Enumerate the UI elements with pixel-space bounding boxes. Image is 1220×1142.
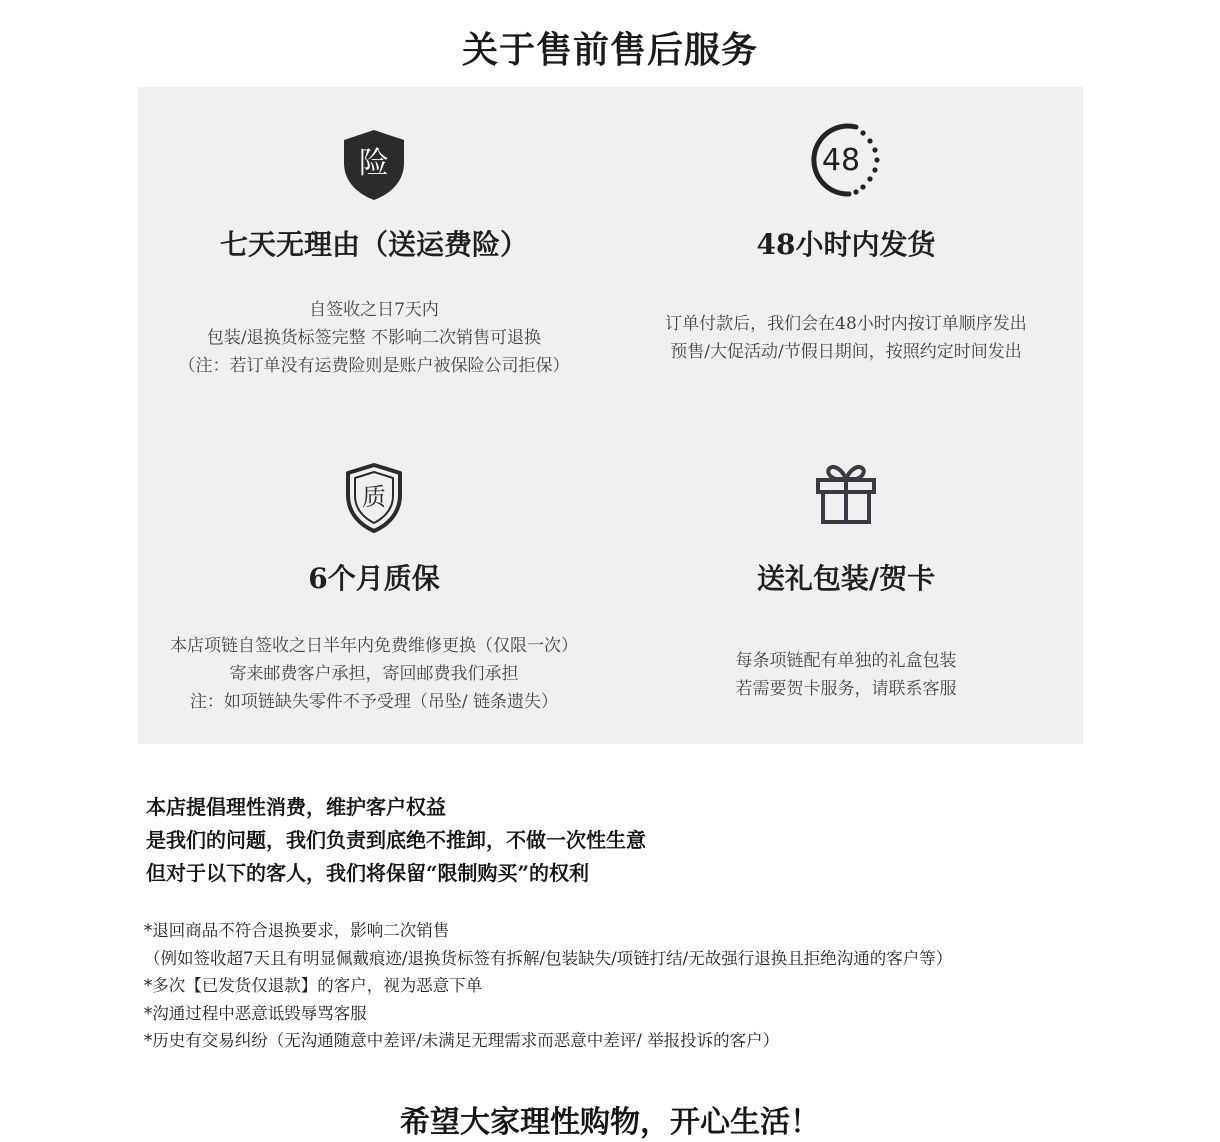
card-line: 预售/大促活动/节假日期间，按照约定时间发出 [670,342,1022,362]
48-hour-clock-icon [803,117,889,203]
gift-box-icon [814,461,878,527]
insurance-shield-icon [338,127,410,203]
card-title: 送礼包装/贺卡 [756,562,936,595]
card-description [610,310,1082,366]
service-card-warranty [138,417,610,744]
page-title: 关于售前售后服务 [461,29,758,71]
card-line: 每条项链配有单独的礼盒包装 [735,651,957,671]
policy-line: 但对于以下的客人，我们将保留“限制购买”的权利 [146,861,590,885]
card-line: 若需要贺卡服务，请联系客服 [735,679,957,699]
rule-line: （例如签收超7天且有明显佩戴痕迹/退换货标签有拆解/包装缺失/项链打结/无故强行退换且拒绝沟通的客户等） [144,948,953,968]
rule-line: *多次【已发货仅退款】的客户，视为恶意下单 [144,976,483,995]
card-title: 七天无理由（送运费险） [219,228,528,261]
closing-message: 希望大家理性购物，开心生活！ [400,1105,820,1140]
card-title: 48小时内发货 [756,228,936,261]
service-card-gift-wrap [610,417,1082,744]
insurance-icon-glyph: 险 [359,146,389,181]
card-description [138,632,610,716]
restriction-rules [144,917,952,1055]
service-card-48h-shipping [610,87,1082,417]
card-description [138,296,610,380]
card-line: 自签收之日7天内 [309,300,439,320]
clock-icon-glyph: 48 [821,143,861,178]
card-title: 6个月质保 [308,562,440,595]
card-line: 寄来邮费客户承担，寄回邮费我们承担 [229,664,519,684]
rule-line: *历史有交易纠纷（无沟通随意中差评/未满足无理需求而恶意中差评/ 举报投诉的客户） [144,1031,780,1050]
card-line: 注：如项链缺失零件不予受理（吊坠/ 链条遗失） [189,692,559,712]
quality-icon-glyph: 质 [362,483,386,511]
policy-line: 是我们的问题，我们负责到底绝不推卸，不做一次性生意 [146,828,646,852]
policy-statement [146,791,646,890]
rule-line: *退回商品不符合退换要求，影响二次销售 [144,921,450,940]
card-line: （注：若订单没有运费险则是账户被保险公司拒保） [178,356,570,376]
card-line: 本店项链自签收之日半年内免费维修更换（仅限一次） [170,636,578,656]
service-card-seven-day-return [138,87,610,417]
card-description [610,647,1082,703]
rule-line: *沟通过程中恶意诋毁辱骂客服 [144,1003,367,1023]
quality-shield-icon [342,461,406,535]
service-panel [138,87,1083,744]
card-line: 订单付款后，我们会在48小时内按订单顺序发出 [665,314,1027,334]
policy-line: 本店提倡理性消费，维护客户权益 [146,795,446,819]
card-line: 包装/退换货标签完整 不影响二次销售可退换 [206,328,542,348]
